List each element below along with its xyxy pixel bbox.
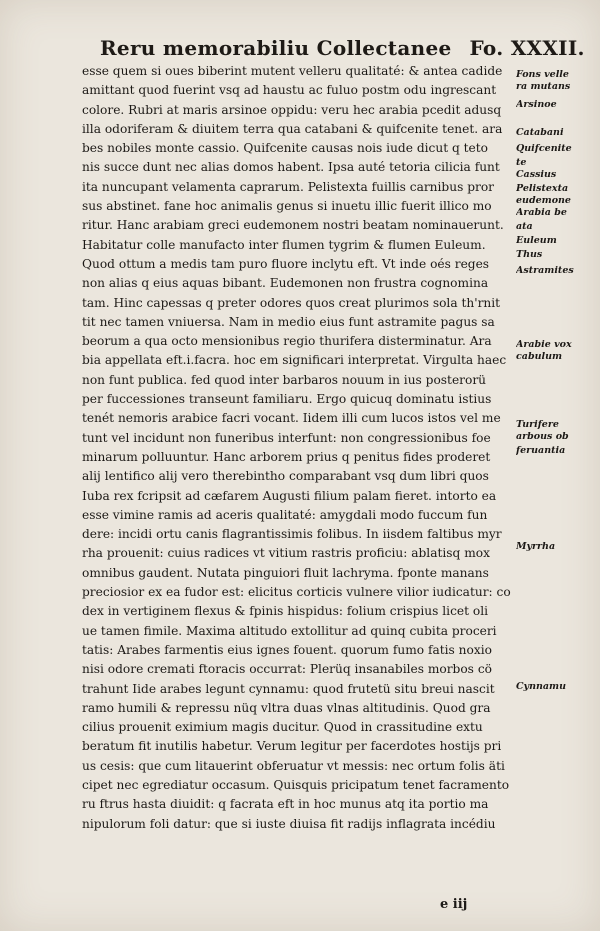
margin-note: Arabie vox [516,340,572,350]
folio-number: Fo. XXXII. [469,36,585,60]
margin-note: cabulum [516,352,563,362]
text-line: rha prouenit: cuius radices vt vitium rastris proficiu: ablatisq mox [82,546,490,561]
text-line: omnibus gaudent. Nutata pinguiori fluit lachryma. fponte manans [82,565,489,580]
text-line: alij lentifico alij vero therebintho comparabant vsq dum libri quos [82,469,489,484]
text-line: Habitatur colle manufacto inter flumen tygrim & flumen Euleum. [82,237,486,252]
margin-note: Turifere [516,420,559,430]
margin-note: feruantia [516,446,566,456]
text-line: tam. Hinc capessas q preter odores quos creat plurimos sola th'rnit [82,295,501,310]
text-line: ritur. Hanc arabiam greci eudemonem nostri beatam nominauerunt. [82,218,504,233]
main-text-block [82,62,512,834]
text-line: bes nobiles monte cassio. Quifcenite causas nois iude dicut q teto [82,141,488,156]
text-line: nis succe dunt nec alias domos habent. Ipsa auté tetoria cilicia funt [82,160,500,175]
signature-mark: e iij [440,897,468,912]
margin-note: Thus [516,250,543,260]
running-title: Reru memorabiliu Collectanee [100,36,452,60]
text-line: cilius prouenit eximium magis ducitur. Quod in crassitudine extu [82,720,483,735]
text-line: us cesis: que cum litauerint obferuatur vt messis: nec ortum folis äti [82,758,505,773]
text-line: ramo humili & repressu nüq vltra duas vlnas altitudinis. Quod gra [82,700,491,715]
margin-note: arbous ob [516,432,569,442]
text-line: illa odoriferam & diuitem terra qua catabani & quifcenite tenet. ara [82,121,503,136]
text-line: preciosior ex ea fudor est: elicitus corticis vulnere vilior iudicatur: co [82,585,511,600]
text-line: non funt publica. fed quod inter barbaros nouum in ius posterorü [82,372,487,387]
margin-note: Astramites [516,266,574,276]
text-line: colore. Rubri at maris arsinoe oppidu: veru hec arabia pcedit adusq [82,102,502,117]
text-line: non alias q eius aquas bibant. Eudemonen non frustra cognomina [82,276,489,291]
margin-note: Arabia be [516,208,567,218]
margin-note: Pelistexta [516,184,569,194]
margin-note: Cynnamu [516,682,567,692]
text-line: tatis: Arabes farmentis eius ignes fouent. quorum fumo fatis noxio [82,642,492,657]
text-line: ru ftrus hasta diuidit: q facrata eft in hoc munus atq ita portio ma [82,797,489,812]
text-line: ita nuncupant velamenta caprarum. Pelistexta fuillis carnibus pror [82,179,494,194]
text-line: sus abstinet. fane hoc animalis genus si inuetu illic fuerit illico mo [82,199,492,214]
text-line: dere: incidi ortu canis flagrantissimis folibus. In iisdem faltibus myr [82,527,502,542]
text-line: beorum a qua octo mensionibus regio thurifera disterminatur. Ara [82,334,492,349]
margin-note: Quifcenite [516,144,572,154]
margin-note: te [516,158,527,168]
text-line: amittant quod fuerint vsq ad haustu ac fuluo postm odu ingrescant [82,83,497,98]
margin-note: Catabani [516,128,564,138]
margin-note: Myrrha [516,542,556,552]
text-line: dex in vertiginem flexus & fpinis hispidus: folium crispius licet oli [82,604,489,619]
text-line: per fuccessiones transeunt familiaru. Ergo quicuq dominatu istius [82,392,492,407]
margin-note: Arsinoe [516,100,557,110]
text-line: Iuba rex fcripsit ad cæfarem Augusti filium palam fieret. intorto ea [82,488,497,503]
margin-note: eudemone [516,196,571,206]
text-line: esse quem si oues biberint mutent velleru qualitaté: & antea cadide [82,64,503,78]
page-header [100,36,585,60]
text-line: nisi odore cremati ftoracis occurrat: Plerüq insanabiles morbos cö [82,662,492,677]
text-line: esse vimine ramis ad aceris qualitaté: amygdali modo fuccum fun [82,507,488,522]
text-line: bia appellata eft.i.facra. hoc em significari interpretat. Virgulta haec [82,353,507,368]
text-line: tenét nemoris arabice facri vocant. Iidem illi cum lucos istos vel me [82,411,501,426]
text-line: tit nec tamen vniuersa. Nam in medio eius funt astramite pagus sa [82,314,495,329]
text-line: ue tamen fimile. Maxima altitudo extollitur ad quinq cubita proceri [82,623,497,638]
text-line: trahunt Iide arabes legunt cynnamu: quod frutetü situ breui nascit [82,681,495,696]
text-line: cipet nec egrediatur occasum. Quisquis pricipatum tenet facramento [82,777,510,792]
text-line: minarum polluuntur. Hanc arborem prius q penitus fides proderet [82,449,491,464]
margin-note: Euleum [516,236,557,246]
text-line: Quod ottum a medis tam puro fluore inclytu eft. Vt inde oés reges [82,256,490,271]
text-line: tunt vel incidunt non funeribus interfunt: non congressionibus foe [82,430,491,445]
margin-note: Fons velle [516,70,569,80]
text-line: beratum fit inutilis habetur. Verum legitur per facerdotes hostijs pri [82,739,502,754]
text-line: nipulorum foli datur: que si iuste diuisa fit radijs inflagrata incédiu [82,816,496,831]
margin-note: ra mutans [516,82,571,92]
margin-note: ata [516,222,533,232]
margin-note: Cassius [516,170,557,180]
